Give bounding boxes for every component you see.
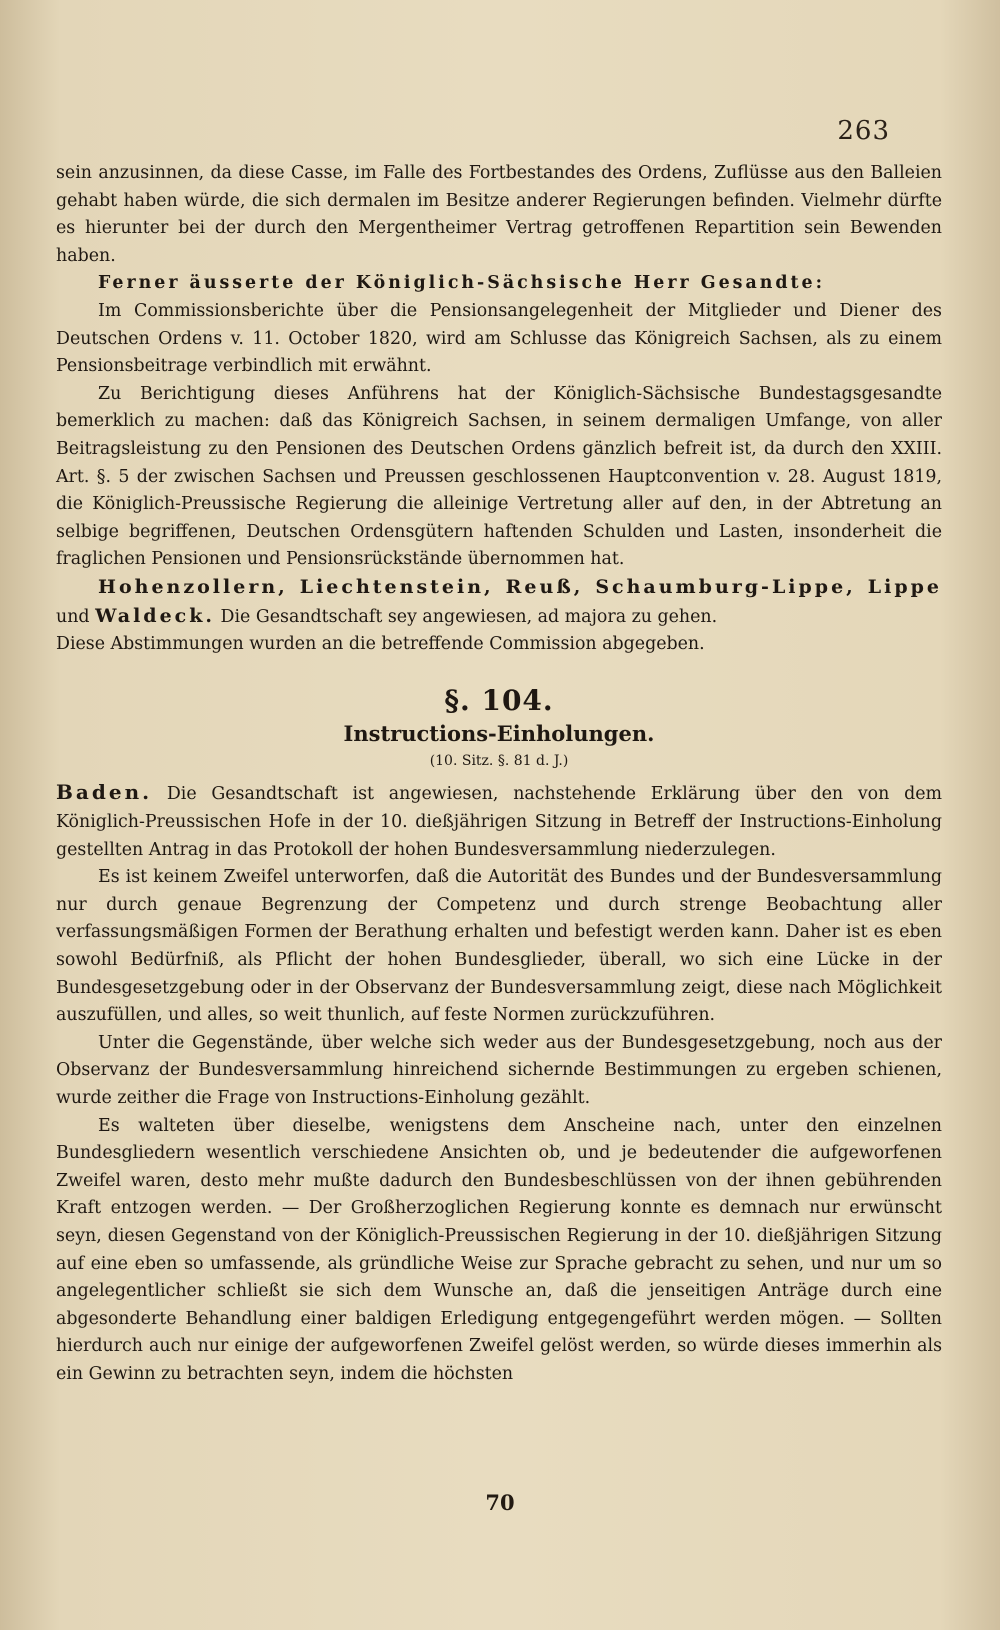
- paragraph-5-rest: Die Gesandtschaft sey angewiesen, ad majora zu gehen.: [220, 606, 718, 627]
- body-text: [56, 160, 942, 1389]
- paragraph-7-lead: Baden.: [56, 780, 153, 805]
- paragraph-4: Zu Berichtigung dieses Anführens hat der Königlich-Sächsische Bundestagsgesandte bemerklich zu machen: daß das Königreich Sachsen, in seinem dermaligen Umfange, von aller Beitragsleistung zu den Pensionen des Deutschen Ordens gänzlich befreit ist, da durch den XXIII. Art. §. 5 der zwischen Sachsen und Preussen geschlossenen Hauptconvention v. 28. August 1819, die Königlich-Preussische Regierung die alleinige Vertretung aller auf den, in der Abtretung an selbige begriffenen, Deutschen Ordensgütern haftenden Schulden und Lasten, insonderheit die fraglichen Pensionen und Pensionsrückstände übernommen hat.: [56, 383, 942, 570]
- paragraph-2-lead: Ferner äusserte der Königlich-Sächsische Herr Gesandte:: [98, 273, 826, 294]
- section-reference: (10. Sitz. §. 81 d. J.): [429, 752, 569, 769]
- section-subtitle: Instructions-Einholungen.: [343, 721, 655, 747]
- paragraph-6: Diese Abstimmungen wurden an die betreffende Commission abgegeben.: [56, 634, 705, 655]
- paragraph-7: [56, 779, 942, 864]
- page-number: 263: [837, 116, 890, 146]
- paragraph-7-text: Die Gesandtschaft ist angewiesen, nachstehende Erklärung über den von dem Königlich-Preussischen Hofe in der 10. dießjährigen Sitzung in Betreff der Instructions-Einholung gestellten Antrag in das Protokoll der hohen Bundesversammlung niederzulegen.: [56, 784, 943, 860]
- paragraph-10: Es walteten über dieselbe, wenigstens dem Anscheine nach, unter den einzelnen Bundesgliedern wesentlich verschiedene Ansichten ob, und je bedeutender die aufgeworfenen Zweifel waren, desto mehr mußte dadurch den Bundesbeschlüssen von der ihnen gebührenden Kraft entzogen werden. — Der Großherzoglichen Regierung konnte es demnach nur erwünscht seyn, diesen Gegenstand von der Königlich-Preussischen Regierung in der 10. dießjährigen Sitzung auf eine eben so umfassende, als gründliche Weise zur Sprache gebracht zu sehen, und nur um so angelegentlicher schließt sie sich dem Wunsche an, daß die jenseitigen Anträge durch eine abgesonderte Behandlung einer baldigen Erledigung entgegengeführt werden mögen. — Sollten hierdurch auch nur einige der aufgeworfenen Zweifel gelöst werden, so würde dieses immerhin als ein Gewinn zu betrachten seyn, indem die höchsten: [56, 1115, 942, 1384]
- states-and: und: [56, 606, 90, 627]
- paragraph-8: Es ist keinem Zweifel unterworfen, daß die Autorität des Bundes und der Bundesversammlung nur durch genaue Begrenzung der Competenz und durch strenge Beobachtung aller verfassungsmäßigen Formen der Berathung erhalten und befestigt werden kann. Daher ist es eben sowohl Bedürfniß, als Pflicht der hohen Bundesglieder, überall, wo sich eine Lücke in der Bundesgesetzgebung oder in der Observanz der Bundesversammlung zeigt, diese nach Möglichkeit auszufüllen, und alles, so weit thunlich, auf feste Normen zurückzuführen.: [56, 867, 942, 1026]
- signature-mark: 70: [485, 1490, 515, 1515]
- paragraph-1: sein anzusinnen, da diese Casse, im Falle des Fortbestandes des Ordens, Zuflüsse aus den Balleien gehabt haben würde, die sich dermalen im Besitze anderer Regierungen befinden. Vielmehr dürfte es hierunter bei der durch den Mergentheimer Vertrag getroffenen Repartition sein Bewenden haben.: [56, 163, 942, 266]
- paragraph-3: Im Commissionsberichte über die Pensionsangelegenheit der Mitglieder und Diener des Deutschen Ordens v. 11. October 1820, wird am Schlusse das Königreich Sachsen, als zu einem Pensionsbeitrage verbindlich mit erwähnt.: [56, 300, 942, 377]
- paragraph-2: [56, 270, 942, 298]
- state-waldeck: Waldeck.: [95, 604, 216, 627]
- section-heading: §. 104.: [444, 683, 554, 717]
- paragraph-5: [56, 574, 942, 631]
- states-list: Hohenzollern, Liechtenstein, Reuß, Schaumburg-Lippe, Lippe: [98, 575, 942, 598]
- paragraph-9: Unter die Gegenstände, über welche sich weder aus der Bundesgesetzgebung, noch aus der Observanz der Bundesversammlung hinreichend sichernde Bestimmungen zu ergeben schienen, wurde zeither die Frage von Instructions-Einholung gezählt.: [56, 1032, 942, 1108]
